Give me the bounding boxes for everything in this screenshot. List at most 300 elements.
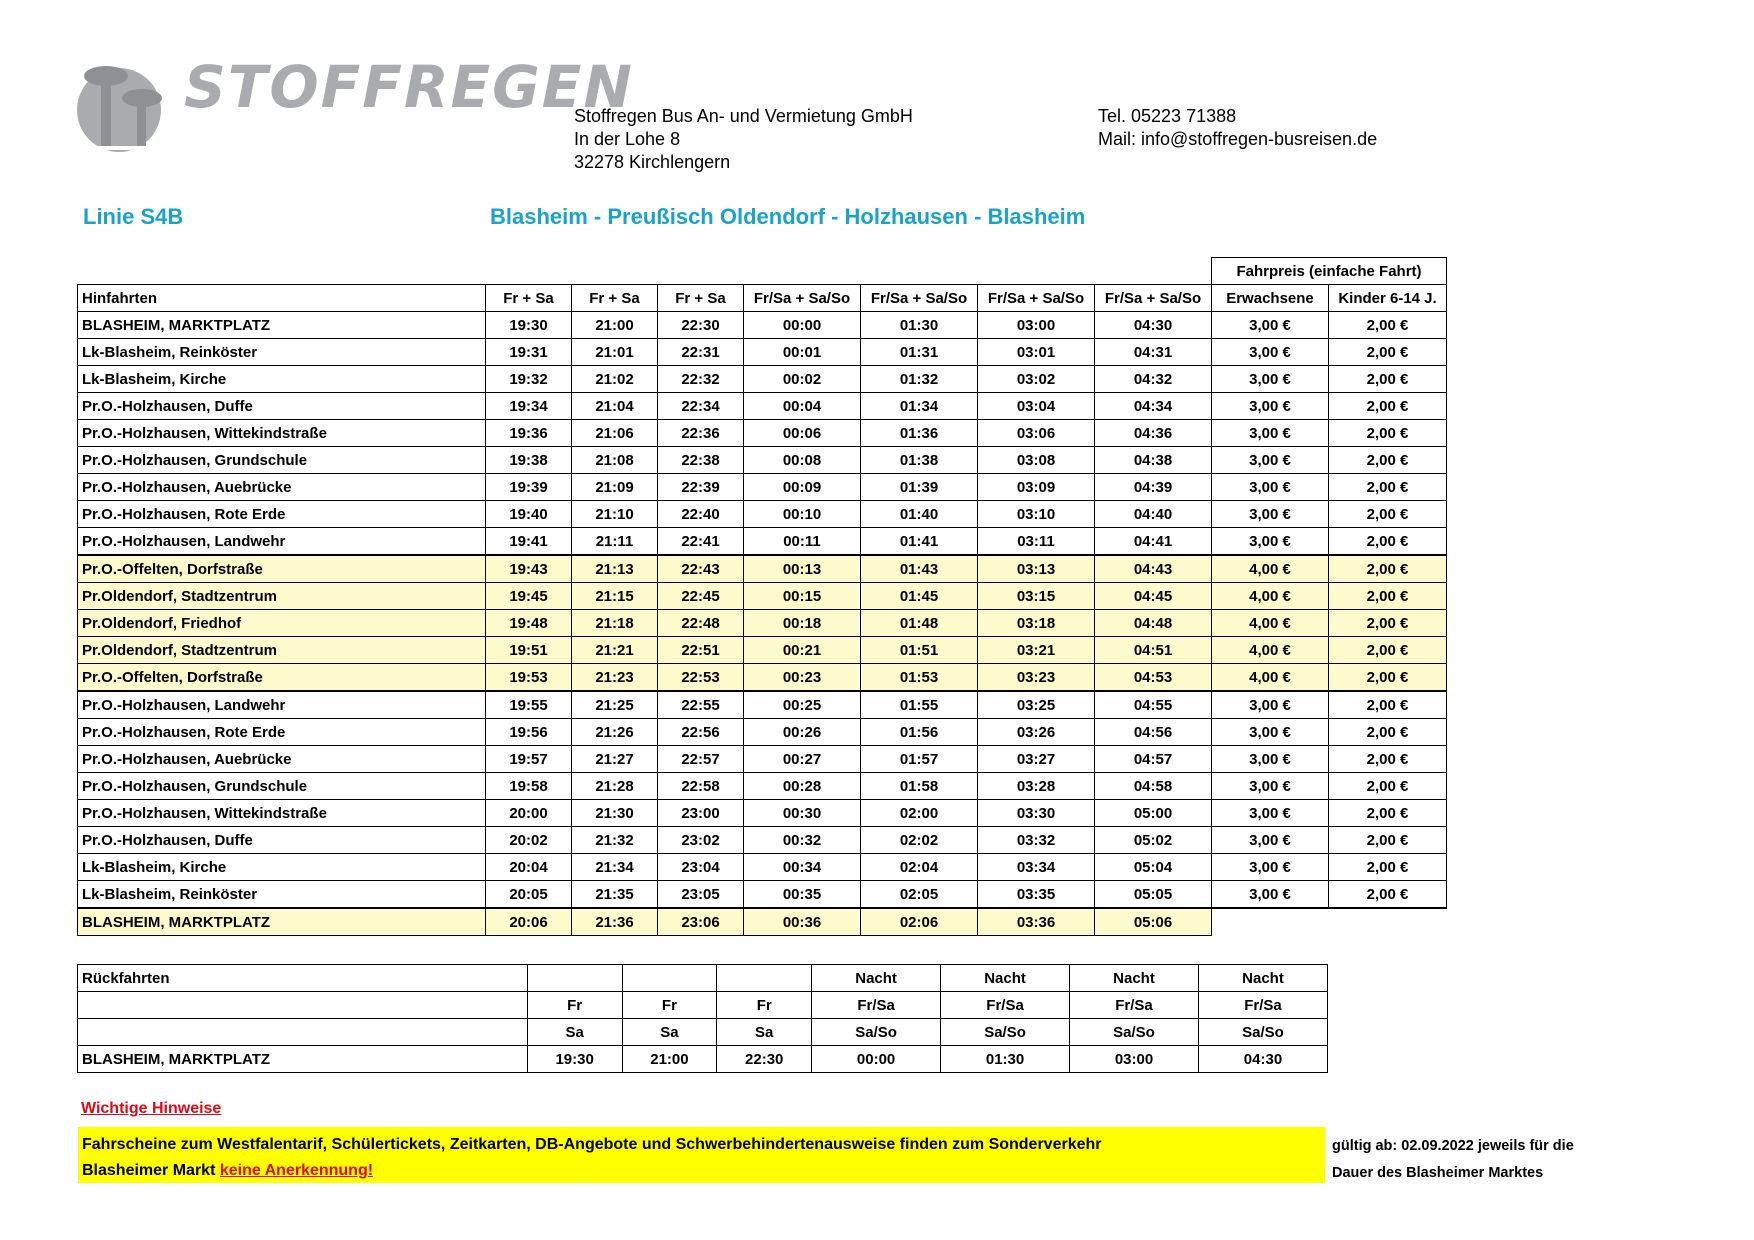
departure-time: 00:00 xyxy=(744,312,861,339)
fare-adult: 3,00 € xyxy=(1212,474,1329,501)
departure-time: 22:36 xyxy=(658,420,744,447)
departure-time: 00:34 xyxy=(744,854,861,881)
stop-name: Lk-Blasheim, Kirche xyxy=(78,366,486,393)
return-cell: 19:30 xyxy=(527,1046,622,1073)
departure-time: 02:04 xyxy=(861,854,978,881)
departure-time: 03:32 xyxy=(978,827,1095,854)
departure-time: 19:56 xyxy=(486,719,572,746)
fare-adult: 4,00 € xyxy=(1212,555,1329,583)
company-city: 32278 Kirchlengern xyxy=(574,152,731,172)
departure-time: 19:48 xyxy=(486,610,572,637)
fare-adult: 3,00 € xyxy=(1212,366,1329,393)
departure-time: 19:57 xyxy=(486,746,572,773)
departure-time: 19:30 xyxy=(486,312,572,339)
departure-time: 03:27 xyxy=(978,746,1095,773)
departure-time: 03:23 xyxy=(978,664,1095,692)
departure-time: 03:30 xyxy=(978,800,1095,827)
fare-child: 2,00 € xyxy=(1329,501,1447,528)
stop-name: Lk-Blasheim, Reinköster xyxy=(78,339,486,366)
header-spacer xyxy=(861,258,978,285)
departure-time: 21:18 xyxy=(572,610,658,637)
fare-adult: 3,00 € xyxy=(1212,719,1329,746)
departure-time: 21:32 xyxy=(572,827,658,854)
table-row xyxy=(78,773,1447,800)
return-cell: Nacht xyxy=(812,965,941,992)
stop-name: Pr.O.-Holzhausen, Auebrücke xyxy=(78,746,486,773)
header-spacer xyxy=(978,258,1095,285)
departure-time: 23:00 xyxy=(658,800,744,827)
departure-time: 19:58 xyxy=(486,773,572,800)
departure-time: 04:31 xyxy=(1095,339,1212,366)
departure-time: 21:28 xyxy=(572,773,658,800)
fare-child: 2,00 € xyxy=(1329,637,1447,664)
fare-adult: 3,00 € xyxy=(1212,447,1329,474)
departure-time: 04:32 xyxy=(1095,366,1212,393)
header-spacer xyxy=(658,258,744,285)
departure-time: 03:09 xyxy=(978,474,1095,501)
departure-time: 21:10 xyxy=(572,501,658,528)
fare-child: 2,00 € xyxy=(1329,610,1447,637)
table-row xyxy=(78,719,1447,746)
company-logo-icon xyxy=(74,62,174,154)
fare-child: 2,00 € xyxy=(1329,312,1447,339)
return-cell xyxy=(717,965,812,992)
stop-name: Lk-Blasheim, Kirche xyxy=(78,854,486,881)
return-cell: Nacht xyxy=(941,965,1070,992)
column-header: Fr/Sa + Sa/So xyxy=(861,285,978,312)
departure-time: 21:26 xyxy=(572,719,658,746)
fare-child: 2,00 € xyxy=(1329,800,1447,827)
return-cell: Fr/Sa xyxy=(1198,992,1327,1019)
table-row xyxy=(78,474,1447,501)
return-cell: 00:00 xyxy=(812,1046,941,1073)
departure-time: 21:00 xyxy=(572,312,658,339)
departure-time: 19:53 xyxy=(486,664,572,692)
return-cell: 04:30 xyxy=(1198,1046,1327,1073)
departure-time: 21:08 xyxy=(572,447,658,474)
table-row xyxy=(78,528,1447,556)
departure-time: 22:31 xyxy=(658,339,744,366)
departure-time: 22:39 xyxy=(658,474,744,501)
return-cell: Sa/So xyxy=(812,1019,941,1046)
departure-time: 04:43 xyxy=(1095,555,1212,583)
departure-time: 21:02 xyxy=(572,366,658,393)
route-title: Blasheim - Preußisch Oldendorf - Holzhausen - Blasheim xyxy=(490,204,1086,229)
departure-time: 20:02 xyxy=(486,827,572,854)
departure-time: 04:34 xyxy=(1095,393,1212,420)
departure-time: 21:04 xyxy=(572,393,658,420)
stop-name: Pr.O.-Holzhausen, Landwehr xyxy=(78,528,486,556)
departure-time: 19:45 xyxy=(486,583,572,610)
departure-time: 00:06 xyxy=(744,420,861,447)
departure-time: 21:06 xyxy=(572,420,658,447)
departure-time: 01:51 xyxy=(861,637,978,664)
departure-time: 00:01 xyxy=(744,339,861,366)
departure-time: 01:45 xyxy=(861,583,978,610)
departure-time: 03:34 xyxy=(978,854,1095,881)
departure-time: 02:05 xyxy=(861,881,978,909)
return-row-label: Rückfahrten xyxy=(78,965,528,992)
departure-time: 05:06 xyxy=(1095,908,1212,936)
table-row xyxy=(78,312,1447,339)
departure-time: 00:28 xyxy=(744,773,861,800)
outbound-header-row xyxy=(78,285,1447,312)
departure-time: 01:39 xyxy=(861,474,978,501)
return-cell: Fr/Sa xyxy=(1070,992,1199,1019)
stop-name: Pr.O.-Holzhausen, Rote Erde xyxy=(78,719,486,746)
departure-time: 22:51 xyxy=(658,637,744,664)
column-header: Fr + Sa xyxy=(486,285,572,312)
table-row xyxy=(78,1019,1328,1046)
return-cell: Sa xyxy=(622,1019,717,1046)
return-row-label: BLASHEIM, MARKTPLATZ xyxy=(78,1046,528,1073)
table-row xyxy=(78,908,1447,936)
departure-time: 21:27 xyxy=(572,746,658,773)
valid-from-line-2: Dauer des Blasheimer Marktes xyxy=(1332,1165,1544,1181)
departure-time: 22:41 xyxy=(658,528,744,556)
departure-time: 19:51 xyxy=(486,637,572,664)
company-name: Stoffregen Bus An- und Vermietung GmbH xyxy=(574,106,913,126)
return-cell xyxy=(527,965,622,992)
return-cell: 22:30 xyxy=(717,1046,812,1073)
departure-time: 04:45 xyxy=(1095,583,1212,610)
departure-time: 19:39 xyxy=(486,474,572,501)
departure-time: 00:09 xyxy=(744,474,861,501)
stop-name: Pr.O.-Holzhausen, Rote Erde xyxy=(78,501,486,528)
departure-time: 00:36 xyxy=(744,908,861,936)
departure-time: 22:55 xyxy=(658,691,744,719)
departure-time: 03:13 xyxy=(978,555,1095,583)
column-header: Fr/Sa + Sa/So xyxy=(1095,285,1212,312)
departure-time: 03:04 xyxy=(978,393,1095,420)
fare-group-header-row xyxy=(78,258,1447,285)
departure-time: 00:10 xyxy=(744,501,861,528)
departure-time: 05:04 xyxy=(1095,854,1212,881)
return-cell: Fr xyxy=(622,992,717,1019)
departure-time: 03:21 xyxy=(978,637,1095,664)
header-spacer xyxy=(744,258,861,285)
departure-time: 19:32 xyxy=(486,366,572,393)
fare-child: 2,00 € xyxy=(1329,827,1447,854)
stop-name: Pr.O.-Holzhausen, Wittekindstraße xyxy=(78,420,486,447)
departure-time: 21:21 xyxy=(572,637,658,664)
stop-name: Pr.O.-Holzhausen, Wittekindstraße xyxy=(78,800,486,827)
outbound-timetable xyxy=(77,257,1447,936)
departure-time: 22:43 xyxy=(658,555,744,583)
departure-time: 00:30 xyxy=(744,800,861,827)
company-phone: Tel. 05223 71388 xyxy=(1098,106,1237,126)
fare-child: 2,00 € xyxy=(1329,366,1447,393)
departure-time: 03:06 xyxy=(978,420,1095,447)
stop-name: Pr.Oldendorf, Stadtzentrum xyxy=(78,637,486,664)
return-cell: Sa/So xyxy=(1198,1019,1327,1046)
stop-name: Pr.O.-Offelten, Dorfstraße xyxy=(78,555,486,583)
departure-time: 00:08 xyxy=(744,447,861,474)
fare-adult: 3,00 € xyxy=(1212,827,1329,854)
departure-time: 01:38 xyxy=(861,447,978,474)
departure-time: 01:57 xyxy=(861,746,978,773)
departure-time: 04:48 xyxy=(1095,610,1212,637)
notice-line-2-text: Blasheimer Markt xyxy=(82,1162,220,1179)
departure-time: 05:02 xyxy=(1095,827,1212,854)
column-header: Fr + Sa xyxy=(572,285,658,312)
table-row xyxy=(78,420,1447,447)
departure-time: 04:38 xyxy=(1095,447,1212,474)
table-row xyxy=(78,366,1447,393)
stop-name: Pr.Oldendorf, Stadtzentrum xyxy=(78,583,486,610)
departure-time: 00:13 xyxy=(744,555,861,583)
departure-time: 21:25 xyxy=(572,691,658,719)
fare-child: 2,00 € xyxy=(1329,719,1447,746)
return-cell: 03:00 xyxy=(1070,1046,1199,1073)
departure-time: 22:53 xyxy=(658,664,744,692)
departure-time: 21:01 xyxy=(572,339,658,366)
table-row xyxy=(78,746,1447,773)
return-cell xyxy=(622,965,717,992)
return-cell: Fr xyxy=(717,992,812,1019)
return-cell: Sa xyxy=(527,1019,622,1046)
table-row xyxy=(78,501,1447,528)
company-street: In der Lohe 8 xyxy=(574,129,681,149)
return-cell: Fr/Sa xyxy=(941,992,1070,1019)
departure-time: 19:41 xyxy=(486,528,572,556)
departure-time: 03:28 xyxy=(978,773,1095,800)
column-header: Fr/Sa + Sa/So xyxy=(744,285,861,312)
fare-child: 2,00 € xyxy=(1329,773,1447,800)
departure-time: 04:41 xyxy=(1095,528,1212,556)
fare-child: 2,00 € xyxy=(1329,393,1447,420)
departure-time: 01:58 xyxy=(861,773,978,800)
departure-time: 19:55 xyxy=(486,691,572,719)
table-row xyxy=(78,637,1447,664)
stop-name: BLASHEIM, MARKTPLATZ xyxy=(78,312,486,339)
departure-time: 02:06 xyxy=(861,908,978,936)
company-contact xyxy=(1098,105,1377,151)
stop-name: Pr.O.-Holzhausen, Grundschule xyxy=(78,447,486,474)
fare-adult: 3,00 € xyxy=(1212,528,1329,556)
departure-time: 19:34 xyxy=(486,393,572,420)
table-row xyxy=(78,800,1447,827)
departure-time: 00:02 xyxy=(744,366,861,393)
column-header: Hinfahrten xyxy=(78,285,486,312)
fare-adult: 4,00 € xyxy=(1212,583,1329,610)
table-row xyxy=(78,664,1447,692)
stop-name: Pr.Oldendorf, Friedhof xyxy=(78,610,486,637)
table-row xyxy=(78,965,1328,992)
departure-time: 02:02 xyxy=(861,827,978,854)
table-row xyxy=(78,393,1447,420)
departure-time: 19:43 xyxy=(486,555,572,583)
departure-time: 04:30 xyxy=(1095,312,1212,339)
departure-time: 00:26 xyxy=(744,719,861,746)
return-row-label xyxy=(78,1019,528,1046)
header-spacer xyxy=(572,258,658,285)
departure-time: 21:23 xyxy=(572,664,658,692)
table-row xyxy=(78,583,1447,610)
departure-time: 03:01 xyxy=(978,339,1095,366)
departure-time: 04:55 xyxy=(1095,691,1212,719)
return-cell: Sa/So xyxy=(1070,1019,1199,1046)
fare-adult: 3,00 € xyxy=(1212,420,1329,447)
fare-empty xyxy=(1212,908,1329,936)
departure-time: 20:06 xyxy=(486,908,572,936)
departure-time: 19:36 xyxy=(486,420,572,447)
fare-adult: 3,00 € xyxy=(1212,339,1329,366)
table-row xyxy=(78,447,1447,474)
departure-time: 22:34 xyxy=(658,393,744,420)
departure-time: 00:18 xyxy=(744,610,861,637)
fare-child: 2,00 € xyxy=(1329,854,1447,881)
departure-time: 00:35 xyxy=(744,881,861,909)
departure-time: 21:13 xyxy=(572,555,658,583)
fare-adult: 4,00 € xyxy=(1212,637,1329,664)
departure-time: 01:36 xyxy=(861,420,978,447)
line-title: Linie S4B xyxy=(83,204,184,229)
departure-time: 00:11 xyxy=(744,528,861,556)
departure-time: 03:25 xyxy=(978,691,1095,719)
return-cell: 21:00 xyxy=(622,1046,717,1073)
fare-child: 2,00 € xyxy=(1329,583,1447,610)
departure-time: 01:31 xyxy=(861,339,978,366)
departure-time: 00:27 xyxy=(744,746,861,773)
departure-time: 20:05 xyxy=(486,881,572,909)
departure-time: 22:30 xyxy=(658,312,744,339)
departure-time: 22:40 xyxy=(658,501,744,528)
table-row xyxy=(78,610,1447,637)
fare-group-header: Fahrpreis (einfache Fahrt) xyxy=(1212,258,1447,285)
departure-time: 04:36 xyxy=(1095,420,1212,447)
departure-time: 04:57 xyxy=(1095,746,1212,773)
departure-time: 03:35 xyxy=(978,881,1095,909)
fare-child: 2,00 € xyxy=(1329,691,1447,719)
notice-line-1: Fahrscheine zum Westfalentarif, Schülertickets, Zeitkarten, DB-Angebote und Schwerbehindertenausweise finden zum Sonderverkehr xyxy=(82,1136,1102,1153)
stop-name: Pr.O.-Holzhausen, Auebrücke xyxy=(78,474,486,501)
company-mail: Mail: info@stoffregen-busreisen.de xyxy=(1098,129,1378,149)
return-cell: Fr xyxy=(527,992,622,1019)
departure-time: 04:51 xyxy=(1095,637,1212,664)
departure-time: 03:02 xyxy=(978,366,1095,393)
fare-adult: 3,00 € xyxy=(1212,501,1329,528)
departure-time: 01:56 xyxy=(861,719,978,746)
table-row xyxy=(78,827,1447,854)
header-spacer xyxy=(486,258,572,285)
departure-time: 01:32 xyxy=(861,366,978,393)
fare-adult: 3,00 € xyxy=(1212,691,1329,719)
table-row xyxy=(78,1046,1328,1073)
column-header: Fr/Sa + Sa/So xyxy=(978,285,1095,312)
header-spacer xyxy=(78,258,486,285)
departure-time: 22:38 xyxy=(658,447,744,474)
departure-time: 22:57 xyxy=(658,746,744,773)
fare-adult: 4,00 € xyxy=(1212,664,1329,692)
valid-from-line-1: gültig ab: 02.09.2022 jeweils für die xyxy=(1332,1138,1574,1154)
fare-adult: 4,00 € xyxy=(1212,610,1329,637)
departure-time: 21:15 xyxy=(572,583,658,610)
fare-adult: 3,00 € xyxy=(1212,393,1329,420)
fare-child: 2,00 € xyxy=(1329,881,1447,909)
departure-time: 03:36 xyxy=(978,908,1095,936)
departure-time: 19:40 xyxy=(486,501,572,528)
departure-time: 21:11 xyxy=(572,528,658,556)
table-row xyxy=(78,992,1328,1019)
departure-time: 04:58 xyxy=(1095,773,1212,800)
departure-time: 02:00 xyxy=(861,800,978,827)
fare-child: 2,00 € xyxy=(1329,555,1447,583)
departure-time: 23:02 xyxy=(658,827,744,854)
fare-adult: 3,00 € xyxy=(1212,773,1329,800)
fare-child: 2,00 € xyxy=(1329,746,1447,773)
table-row xyxy=(78,555,1447,583)
return-cell: Sa/So xyxy=(941,1019,1070,1046)
notice-line-2 xyxy=(82,1162,373,1180)
stop-name: Pr.O.-Holzhausen, Duffe xyxy=(78,827,486,854)
departure-time: 01:40 xyxy=(861,501,978,528)
departure-time: 01:55 xyxy=(861,691,978,719)
departure-time: 03:08 xyxy=(978,447,1095,474)
return-row-label xyxy=(78,992,528,1019)
column-header: Fr + Sa xyxy=(658,285,744,312)
departure-time: 03:18 xyxy=(978,610,1095,637)
departure-time: 22:45 xyxy=(658,583,744,610)
no-recognition-text: keine Anerkennung! xyxy=(219,1162,374,1179)
departure-time: 20:04 xyxy=(486,854,572,881)
departure-time: 04:53 xyxy=(1095,664,1212,692)
fare-adult: 3,00 € xyxy=(1212,312,1329,339)
fare-child: 2,00 € xyxy=(1329,420,1447,447)
return-cell: Nacht xyxy=(1070,965,1199,992)
fare-adult: 3,00 € xyxy=(1212,746,1329,773)
departure-time: 04:56 xyxy=(1095,719,1212,746)
departure-time: 05:05 xyxy=(1095,881,1212,909)
return-cell: 01:30 xyxy=(941,1046,1070,1073)
departure-time: 05:00 xyxy=(1095,800,1212,827)
departure-time: 21:35 xyxy=(572,881,658,909)
return-cell: Nacht xyxy=(1198,965,1327,992)
fare-child: 2,00 € xyxy=(1329,664,1447,692)
fare-empty xyxy=(1329,908,1447,936)
departure-time: 03:15 xyxy=(978,583,1095,610)
departure-time: 00:21 xyxy=(744,637,861,664)
departure-time: 22:58 xyxy=(658,773,744,800)
departure-time: 04:40 xyxy=(1095,501,1212,528)
departure-time: 19:31 xyxy=(486,339,572,366)
departure-time: 23:05 xyxy=(658,881,744,909)
company-address xyxy=(574,105,913,174)
departure-time: 00:04 xyxy=(744,393,861,420)
departure-time: 22:48 xyxy=(658,610,744,637)
stop-name: Lk-Blasheim, Reinköster xyxy=(78,881,486,909)
important-notes-title: Wichtige Hinweise xyxy=(81,1100,222,1117)
departure-time: 03:11 xyxy=(978,528,1095,556)
header-spacer xyxy=(1095,258,1212,285)
departure-time: 19:38 xyxy=(486,447,572,474)
table-row xyxy=(78,854,1447,881)
fare-adult: 3,00 € xyxy=(1212,800,1329,827)
fare-child: 2,00 € xyxy=(1329,474,1447,501)
stop-name: BLASHEIM, MARKTPLATZ xyxy=(78,908,486,936)
column-header: Kinder 6-14 J. xyxy=(1329,285,1447,312)
stop-name: Pr.O.-Holzhausen, Grundschule xyxy=(78,773,486,800)
table-row xyxy=(78,691,1447,719)
stop-name: Pr.O.-Holzhausen, Duffe xyxy=(78,393,486,420)
fare-child: 2,00 € xyxy=(1329,447,1447,474)
departure-time: 01:48 xyxy=(861,610,978,637)
departure-time: 21:30 xyxy=(572,800,658,827)
departure-time: 20:00 xyxy=(486,800,572,827)
return-cell: Fr/Sa xyxy=(812,992,941,1019)
departure-time: 00:25 xyxy=(744,691,861,719)
departure-time: 22:56 xyxy=(658,719,744,746)
